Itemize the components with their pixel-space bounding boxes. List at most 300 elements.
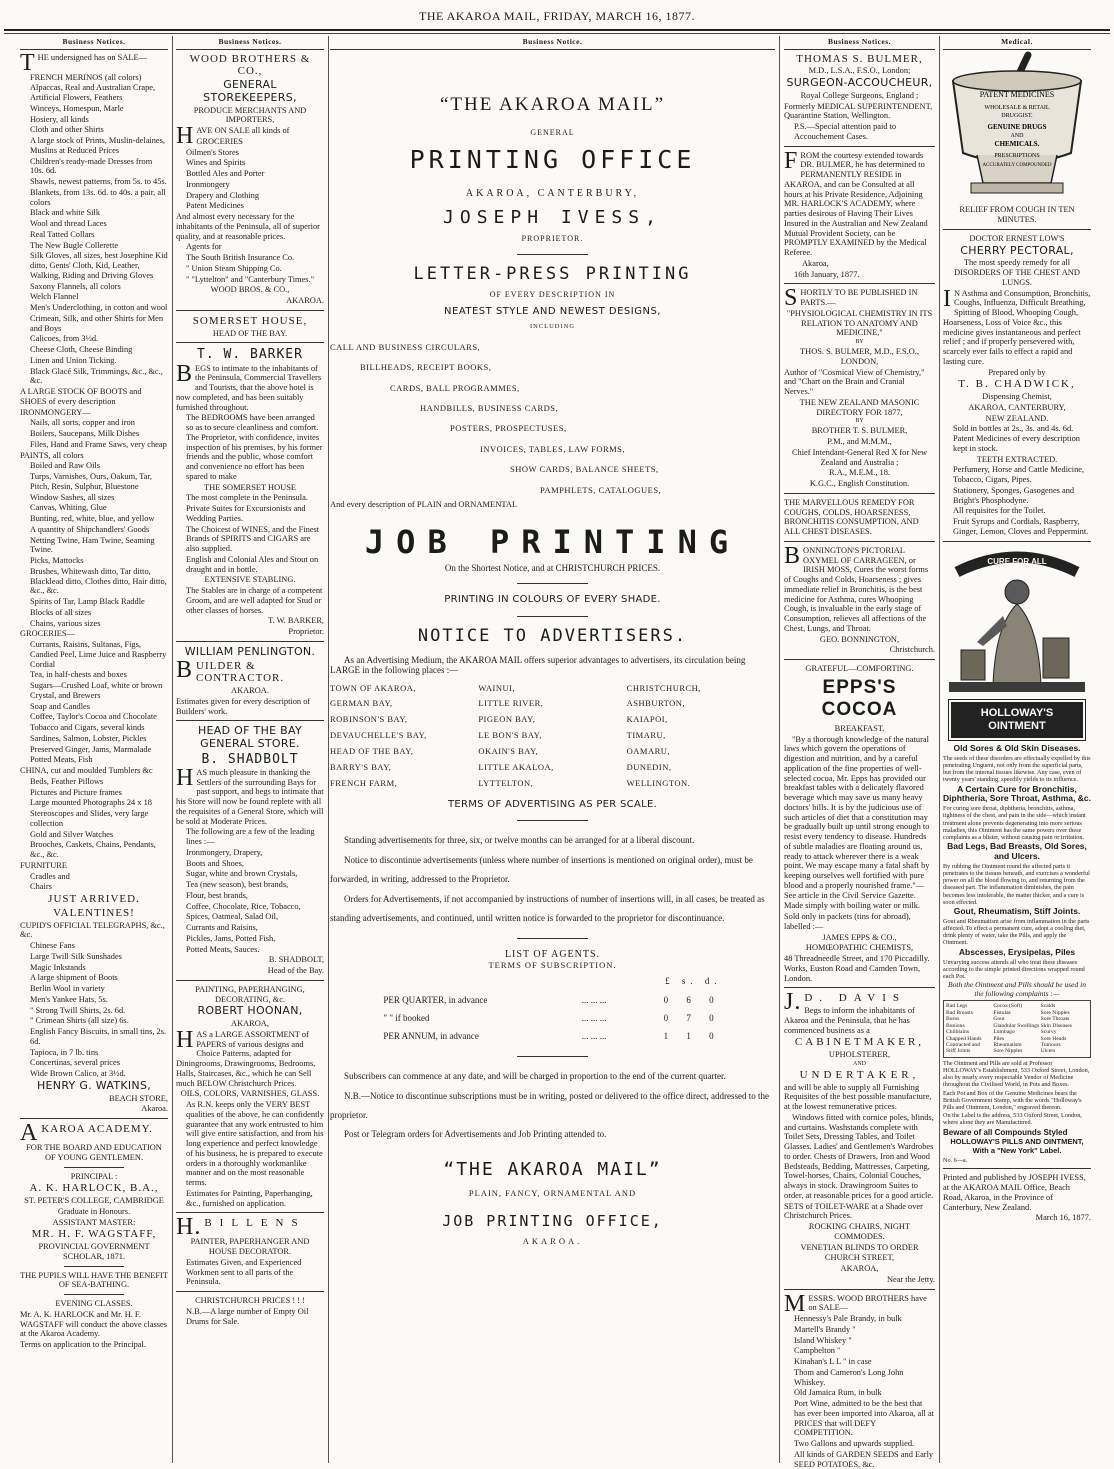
honours: Graduate in Honours. (57, 1206, 131, 1216)
town-name: DUNEDIN, (626, 761, 672, 772)
town-name: LITTLE RIVER, (478, 698, 544, 709)
watkins-place: Akaroa. (141, 1104, 168, 1114)
list-item: FRENCH MERINOS (all colors) (30, 72, 142, 82)
list-item: Turps, Varnishes, Ours, Oakum, Tar, Pitch, Resin, Sulphur, Bluestone (30, 472, 152, 491)
church-street: CHURCH STREET, (824, 1253, 895, 1263)
academy-title: KAROA ACADEMY. (41, 1123, 153, 1136)
advertising-text: As an Advertising Medium, the AKAROA MAIL offers superior advantages to advertisers, its circulation being LARGE in the following places :— (330, 654, 746, 676)
prepared-by: Prepared only by (988, 367, 1046, 377)
list-item: Old Jamaica Rum, in bulk (794, 1388, 882, 1398)
complaint-item: Ulcers (1040, 1048, 1056, 1055)
list-item: Files, Hand and Frame Saws, very cheap (30, 439, 167, 449)
list-of-agents: LIST OF AGENTS. (504, 948, 601, 960)
college: ST. PETER'S COLLEGE, CAMBRIDGE (24, 1196, 164, 1206)
abscesses-text: Unvarying success attends all who treat these diseases according to the simple printed directions wrapped round each Pot. (943, 958, 1085, 980)
subscription-label: PER ANNUM, in advance (383, 1031, 479, 1042)
china-list (20, 777, 168, 860)
list-item: Linen and Union Ticking. (30, 355, 117, 365)
divider (176, 310, 324, 311)
town-name: LE BON'S BAY, (478, 730, 542, 741)
breakfast: BREAKFAST. (834, 723, 885, 733)
drop-cap: T (20, 49, 35, 76)
hoonan-text: AS a LARGE ASSORTMENT of PAPERS of various designs and Choice Patterns, adapted for Diningrooms, Drawingrooms, Bedrooms, Halls, Staircases, &c., which he can Sell much BELOW Christchurch Prices. (176, 1029, 316, 1088)
beware-2: HOLLOWAY'S PILLS AND OINTMENT, (950, 1136, 1084, 1146)
column-4 (784, 36, 935, 1469)
complaint-item: Bad Breasts (946, 1009, 973, 1016)
complaint-item: Fistulas (993, 1009, 1011, 1016)
have-on-sale: AVE ON SALE all kinds of (196, 126, 290, 136)
list-item: Concertinas, several prices (30, 1058, 120, 1068)
bonnington-sign: GEO. BONNINGTON, (819, 634, 900, 644)
surgeon: SURGEON-ACCOUCHEUR, (786, 76, 933, 90)
penlington-place: AKAROA. (231, 686, 269, 696)
akaroa-footer: AKAROA. (522, 1235, 583, 1246)
hygeia-goddess-engraving (943, 546, 1091, 696)
list-item: Large Twill Silk Sunshades (30, 951, 122, 961)
drop-cap: I (943, 285, 951, 312)
hoonan-name: ROBERT HOONAN, (197, 1004, 303, 1018)
terms: Terms on application to the Principal. (20, 1340, 146, 1350)
list-item: Sardines, Salmon, Lobster, Pickles (30, 733, 147, 743)
printing-item: SHOW CARDS, BALANCE SHEETS, (510, 464, 659, 475)
list-item: Tapioca, in 7 lb. tins (30, 1047, 99, 1057)
town-name: TOWN OF AKAROA, (330, 682, 416, 693)
perfumery: Perfumery, Horse and Cattle Medicine, Tobacco, Cigars, Pipes. (953, 465, 1085, 485)
divider (176, 980, 324, 981)
printing-item: CARDS, BALL PROGRAMMES, (390, 382, 520, 393)
beware-3: With a "New York" Label. (972, 1146, 1062, 1156)
wood-sign-place: AKAROA. (286, 296, 324, 306)
list-item: Cloth and other Shirts (30, 125, 104, 135)
subscription-row (383, 1027, 721, 1045)
ironmongery-list (20, 418, 168, 449)
list-item: Flour, best brands, (186, 890, 249, 900)
town-name: ROBINSON'S BAY, (330, 714, 408, 725)
list-item: Kinahan's L L " in case (794, 1357, 872, 1367)
stables-text: The Stables are in charge of a competent Groom, and are well adapted for Stud or other classes of horses. (186, 586, 323, 615)
list-item: The South British Insurance Co. (186, 253, 295, 263)
divider (784, 283, 935, 284)
pupils: THE PUPILS WILL HAVE THE BENEFIT OF SEA-BATHING. (20, 1270, 168, 1290)
divider (517, 583, 588, 584)
complaint-item: Sore Nipples (993, 1048, 1023, 1055)
christchurch-prices: CHRISTCHURCH PRICES ! ! ! (195, 1296, 305, 1306)
paints-list (20, 461, 168, 628)
jar-label-6: CHEMICALS. (994, 139, 1040, 148)
bonnington-text: ONNINGTON'S PICTORIAL OXYMEL OF CARRAGEEN, or IRISH MOSS, Cures the worst forms of Coughs and Colds, Hoarseness ; gives immediate relief in Bronchitis, is the best medicine for Asthma, cures Whooping Cough, is invaluable in the early stage of Consumption, relieves all affections of the Chest, Lungs, and Throat. (784, 545, 929, 633)
complaint-item: Glandular Swellings (993, 1022, 1040, 1029)
marvellous: THE MARVELLOUS REMEDY FOR COUGHS, COLDS, HOARSENESS, BRONCHITIS CONSUMPTION, AND ALL CHEST DISEASES. (784, 497, 919, 537)
column-divider (172, 36, 173, 1463)
footer-date: March 16, 1877. (1035, 1213, 1091, 1223)
list-item: Cradles and (30, 871, 70, 881)
town-name: OKAIN'S BAY, (478, 745, 539, 756)
cupid-line: CUPID'S OFFICIAL TELEGRAPHS, &c., &c. (20, 920, 165, 940)
and-every: And every description of PLAIN and ORNAMENTAL (330, 498, 518, 509)
watkins-store: BEACH STORE, (109, 1093, 168, 1103)
plain-fancy: PLAIN, FANCY, ORNAMENTAL AND (468, 1188, 637, 1199)
town-name: FRENCH FARM, (330, 777, 398, 788)
top-rule (4, 29, 1110, 31)
following: The following are a few of the leading lines :— (186, 827, 315, 847)
printing-office: PRINTING OFFICE (409, 144, 696, 174)
brother: BROTHER T. S. BULMER, (811, 426, 908, 436)
general-label: GENERAL (530, 127, 575, 137)
toilet: All requisites for the Toilet. (953, 506, 1046, 516)
divider (784, 659, 935, 660)
drop-cap: B (784, 542, 801, 569)
printing-colours: PRINTING IN COLOURS OF EVERY SHADE. (444, 594, 661, 606)
gout-text: Gout and Rheumatism arise from inflammation in the parts affected. To effect a permanent cure, adopt a cooling diet, drink plenty of water, take the Pills, and apply the Ointment. (943, 917, 1090, 947)
formerly: Formerly MEDICAL SUPERINTENDENT, Quarantine Station, Wellington. (784, 101, 933, 121)
towns-grid (330, 684, 775, 789)
list-item: Blankets, from 13s. 6d. to 40s. a pair, all colors (30, 187, 166, 207)
subscribers-text: Subscribers can commence at any date, and will be charged in proportion to the end of the current quarter. (344, 1070, 726, 1081)
jar-label-5: AND (1010, 132, 1024, 139)
list-item: Boilers, Saucepans, Milk Dishes (30, 429, 140, 439)
akaroa-2: AKAROA, (840, 1264, 879, 1274)
subscription-row (383, 1009, 721, 1027)
divider (176, 641, 324, 642)
list-item: Campbelton " (794, 1346, 841, 1356)
printing-item: HANDBILLS, BUSINESS CARDS, (420, 403, 559, 413)
messrs-text: ESSRS. WOOD BROTHERS have on SALE— (808, 1293, 927, 1313)
drop-cap: B (176, 360, 193, 387)
relief-cough: RELIEF FROM COUGH IN TEN MINUTES. (959, 205, 1075, 225)
bonnington-place: Christchurch. (889, 645, 935, 655)
principal-name: A. K. HARLOCK, B.A., (29, 1182, 159, 1195)
complaint-item: Contracted and (946, 1041, 981, 1048)
choicest: The Choicest of WINES, and the Finest Brands of SPIRITS and CIGARS are also supplied. (186, 524, 320, 554)
shadbolt-name: B. SHADBOLT (201, 751, 299, 767)
chief: Chief Intendant-General Red X for New Zealand and Australia ; (791, 447, 928, 467)
list-item: Potted Meats, Sauces. (186, 944, 260, 954)
jar-label-8: ACCURATELY COMPOUNDED (982, 162, 1052, 168)
bulmer-name: THOMAS S. BULMER, (796, 52, 923, 65)
cure-for-all: CURE FOR ALL (987, 556, 1047, 566)
column-center (330, 36, 775, 1463)
billens-text: Estimates Given, and Experienced Workmen sent to all parts of the Peninsula. (186, 1257, 302, 1287)
neatest-style: NEATEST STYLE AND NEWEST DESIGNS, (444, 305, 661, 317)
paints-heading: PAINTS, all colors (20, 450, 84, 460)
near-jetty: Near the Jetty. (886, 1274, 935, 1284)
list-item: Shawls, newest patterns, from 5s. to 45s. (30, 177, 167, 187)
list-item: Window Sashes, all sizes (30, 492, 115, 502)
assistant-name: MR. H. F. WAGSTAFF, (31, 1228, 157, 1241)
list-item: Silk Gloves, all sizes, best Josephine Kid ditto, Gents' Cloth, Kid, Leather, Walking, Riding and Driving Gloves (30, 251, 168, 280)
complaint-item: Bad Legs (946, 1003, 968, 1010)
divider (64, 1167, 123, 1168)
list-item: A large shipment of Boots (30, 973, 118, 983)
dispensing: Dispensing Chemist, (982, 392, 1052, 402)
list-item: Chairs (30, 882, 52, 892)
drinks-list (784, 1314, 935, 1469)
column-divider (939, 36, 940, 1463)
divider (784, 493, 935, 494)
divider (517, 938, 588, 939)
terms-subscription: TERMS OF SUBSCRIPTION. (488, 960, 617, 971)
fruit: Fruit Syrups and Cordials, Raspberry, Ginger, Lemon, Cloves and Peppermint. (953, 517, 1089, 536)
barker-name: T. W. BARKER (197, 347, 303, 363)
somerset-sub: HEAD OF THE BAY. (212, 328, 288, 338)
list-item: GROCERIES (196, 136, 243, 146)
list-item: Tea, in half-chests and boxes (30, 670, 127, 680)
list-item: Patent Medicines (186, 201, 244, 211)
physio: "PHYSIOLOGICAL CHEMISTRY IN ITS RELATION TO ANATOMY AND MEDICINE," (786, 308, 933, 338)
private-suites: Private Suites for Excursionists and Wedding Parties. (186, 504, 306, 523)
old-sores-text: The seeds of these disorders are effectually expelled by this penetrating Unguent, not only from the superficial parts, but from the internal tissues likewise. Any case, even of twenty years' standing, speedily yields to its influence. (943, 754, 1091, 784)
complaint-item: Piles (993, 1035, 1005, 1042)
town-name: LITTLE AKALOA, (478, 761, 554, 772)
list-item: Sugar, white and brown Crystals, (186, 869, 298, 879)
jar-label-7: PRESCRIPTIONS (994, 152, 1040, 159)
list-item: Drapery and Clothing (186, 190, 260, 200)
list-item: Currants, Raisins, Sultanas, Figs, Candied Peel, Lime Juice and Raspberry Cordial (30, 640, 167, 669)
town-name: WAINUI, (478, 682, 516, 693)
wood-items (176, 137, 324, 211)
town-name: OAMARU, (626, 745, 671, 756)
evening-classes: EVENING CLASSES. (55, 1299, 133, 1309)
billens-sub: PAINTER, PAPERHANGER AND HOUSE DECORATOR. (190, 1237, 310, 1257)
paint-estimates: Estimates for Painting, Paperhanging, &c., furnished on application. (186, 1188, 313, 1208)
list-item: A quantity of Shipchandlers' Goods (30, 524, 150, 534)
list-item: Children's ready-made Dresses from 10s. 6d. (30, 156, 153, 176)
list-item: Wool and thread Laces (30, 219, 107, 229)
column-heading: Business Notice. (330, 36, 775, 50)
author: THOS. S. BULMER, M.D., F.S.O., LONDON, (800, 347, 919, 366)
list-item: Ironmongery, Drapery, (186, 847, 263, 857)
list-item: Spices, Oatmeal, Salad Oil, (186, 912, 279, 922)
drop-cap: H (176, 1026, 194, 1053)
printing-list (330, 337, 775, 500)
beware: Beware of all Compounds Styled (943, 1127, 1068, 1137)
boots-line: A LARGE STOCK OF BOOTS and SHOES of every description (20, 387, 142, 406)
general-storekeepers: GENERAL STOREKEEPERS, (203, 78, 297, 104)
drop-cap: H (176, 123, 194, 150)
column-divider (328, 36, 329, 1463)
by-label: BY (855, 339, 864, 346)
epps-address: 48 Threadneedle Street, and 170 Piccadilly. Works, Euston Road and Camden Town, London. (784, 954, 930, 983)
complaint-item: Stiff Joints (946, 1048, 971, 1055)
list-item: Black Glacé Silk, Trimmings, &c., &c., &c. (30, 366, 163, 386)
the-somerset: THE SOMERSET HOUSE (204, 482, 296, 492)
shadbolt-text: AS much pleasure in thanking the Settlers of the surrounding Bays for past support, and begs to intimate that his Store will now be found replete with all the requisites of a General Store, which will be sold at Moderate Prices. (176, 767, 324, 826)
list-item: Winceys, Homespun, Marle (30, 103, 124, 113)
proprietor: Proprietor. (288, 627, 324, 637)
divider (517, 616, 588, 617)
english-ales: English and Colonial Ales and Stout on draught and in bottle. (186, 554, 319, 574)
barker-sign: T. W. BARKER, (268, 616, 324, 626)
divider (517, 1056, 588, 1057)
column-heading: Business Notices. (20, 36, 168, 50)
complaint-item: Tumours (1040, 1041, 1061, 1048)
epps-cocoa: EPPS'S COCOA (821, 676, 898, 720)
list-item: Spirits of Tar, Lamp Black Raddle (30, 597, 145, 607)
painting-heading: PAINTING, PAPERHANGING, DECORATING, &c. (195, 984, 305, 1004)
list-item: Bunting, red, white, blue, and yellow (30, 514, 155, 524)
furniture-list (20, 872, 168, 893)
nb-text: N.B.—Notice to discontinue subscriptions must be in writing, posted or delivered to the office direct, addressed to the proprietor. (330, 1090, 769, 1120)
subscription-table (383, 972, 721, 1046)
list-item: Beds, Feather Pillows (30, 776, 104, 786)
and-label: AND (853, 1060, 866, 1067)
divider (517, 820, 588, 821)
notice-number: No. 6—a. (943, 1157, 968, 1165)
drop-cap: M (784, 1290, 806, 1317)
column-heading: Business Notices. (784, 36, 935, 50)
list-item: Ironmongery (186, 179, 230, 189)
list-item: Island Whiskey " (794, 1335, 852, 1345)
list-item: Picks, Mattocks (30, 556, 84, 566)
watkins-name: HENRY G. WATKINS, (36, 1078, 152, 1092)
principal-label: PRINCIPAL : (70, 1171, 118, 1181)
divider (176, 720, 324, 721)
divider (176, 342, 324, 343)
arrivals-list (20, 941, 168, 1079)
akaroa-canterbury: AKAROA, CANTERBURY, (465, 187, 640, 199)
shortest-notice: On the Shortest Notice, and at CHRISTCHURCH PRICES. (444, 562, 661, 573)
complaint-item: Burns (946, 1016, 960, 1023)
drop-cap: J. (784, 989, 802, 1016)
penlington: WILLIAM PENLINGTON. (184, 644, 316, 658)
divider (784, 146, 935, 147)
shadbolt-items (176, 848, 324, 955)
list-item: Coffee, Chocolate, Rice, Tobacco, (186, 901, 301, 911)
royal-college: Royal College Surgeons, England ; (800, 90, 919, 100)
complaint-item: Sore Heads (1040, 1035, 1067, 1042)
list-item: Chinese Fans (30, 941, 75, 951)
subscription-dots: ... ... ... (581, 1012, 607, 1023)
assistant-label: ASSISTANT MASTER: (52, 1217, 136, 1227)
divider (784, 987, 935, 988)
windows-text: Windows fitted with cornice poles, blinds, and curtains. Washstands complete with Toilet Sets, Dressing Tables, and Toilet Glasses. Ladies' and Gentlemen's Wardrobes to order. Chests of Drawers, Iron and Wood Bedsteads, Bedding, Mattresses, Carpeting, Towel-horses, Chairs, Colonial Couches, always in stock. Drawingroom Suites to order, at reasonable prices for a good article. (784, 1112, 934, 1200)
akaroa-canterbury-5: AKAROA, CANTERBURY, (968, 402, 1066, 412)
evening-text: Mr. A. K. HARLOCK and Mr. H. F. WAGSTAFF will conduct the above classes at the Akaroa Academy. (20, 1309, 168, 1339)
drop-cap: H (176, 764, 194, 791)
list-item: Port Wine, admitted to be the best that has ever been imported into Akaroa, all at PRICES that will DEFY COMPETITION. (794, 1399, 934, 1438)
list-item: Boiled and Raw Oils (30, 461, 101, 471)
divider (943, 541, 1091, 542)
china-heading: CHINA, cut and moulded Tumblers &c (20, 766, 153, 776)
stabling: EXTENSIVE STABLING. (204, 575, 296, 585)
list-item: Cheese Cloth, Cheese Binding (30, 345, 133, 355)
list-item: Thom and Cameron's Long John Whiskey. (794, 1367, 904, 1387)
list-item: Boots and Shoes, (186, 858, 244, 868)
list-item: Martell's Brandy " (794, 1324, 856, 1334)
printing-item: POSTERS, PROSPECTUSES, (450, 423, 567, 434)
town-name: CHRISTCHURCH, (626, 682, 701, 693)
discontinue-text: Notice to discontinue advertisements (unless where number of insertions is mentioned on original order), must be forwarded, in writing, addressed to the Proprietor. (330, 855, 753, 884)
toilet-ware: SETS of TOILET-WARE at a Shade over Christchurch Prices. (784, 1201, 923, 1221)
complaint-item: Chapped Hands (946, 1035, 982, 1042)
list-item: Hennessy's Pale Brandy, in bulk (794, 1314, 902, 1324)
subscription-val: 1 1 0 (663, 1031, 722, 1042)
post-text: Post or Telegram orders for Advertisements and Job Printing attended to. (344, 1129, 607, 1140)
list-item: Calicoes, from 3½d. (30, 334, 99, 344)
list-item: Hosiery, all kinds (30, 114, 89, 124)
shadbolt-place: Head of the Bay. (267, 966, 324, 976)
ironmongery-heading: IRONMONGERY— (20, 407, 91, 417)
bad-legs-text: By rubbing the Ointment round the affected parts it penetrates to the tissues beneath, and exercises a wonderful power on all the blood flowing to, and returning from the diseased part. The inflammation diminishes, the pain becomes less intolerable, the matter thicker, and a cure is soon effected. (943, 862, 1090, 906)
sale-intro: HE undersigned has on SALE— (37, 52, 147, 62)
grateful: GRATEFUL—COMFORTING. (805, 664, 914, 674)
list-item: Berlin Wool in variety (30, 984, 105, 994)
head-of-bay-store: HEAD OF THE BAY GENERAL STORE. (197, 724, 303, 751)
list-item: " "Lyttelton" and "Canterbury Times." (186, 274, 315, 284)
list-item: Chains, various sizes (30, 618, 101, 628)
gout: Gout, Rheumatism, Stiff Joints. (953, 906, 1081, 917)
column-1 (20, 36, 168, 1463)
jar-label-4: GENUINE DRUGS (987, 122, 1047, 131)
just-arrived: JUST ARRIVED. (48, 893, 140, 906)
doctor-low: DOCTOR ERNEST LOW'S (969, 233, 1065, 243)
printing-item: BILLHEADS, RECEIPT BOOKS, (360, 362, 492, 373)
cherry-pectoral: CHERRY PECTORAL, (960, 243, 1074, 257)
wood-sign: WOOD BROS. & CO., (210, 285, 290, 295)
town-name: DEVAUCHELLE'S BAY, (330, 730, 427, 741)
divider (784, 541, 935, 542)
bad-legs: Bad Legs, Bad Breasts, Old Sores, and Ulcers. (947, 841, 1087, 862)
jar-label-1: PATENT MEDICINES (979, 89, 1055, 99)
list-item: Large mounted Photographs 24 x 18 (30, 798, 152, 808)
bedrooms-text: The BEDROOMS have been arranged so as to secure cleanliness and comfort. The Proprietor, with confidence, invites inspection of his premises, by his former friends and the public, whose comfort and convenience no effort has been spared to make (186, 413, 323, 481)
ps: P.S.—Special attention paid to Accouchement Cases. (794, 122, 897, 141)
oils-colors: OILS, COLORS, VARNISHES, GLASS. (180, 1089, 320, 1099)
davis-name: D. DAVIS (804, 992, 906, 1005)
rocking-chairs: ROCKING CHAIRS, NIGHT COMMODES. (808, 1222, 911, 1241)
terms-scale: TERMS OF ADVERTISING AS PER SCALE. (447, 798, 658, 810)
proprietor-label: PROPRIETOR. (521, 234, 584, 244)
town-name: ASHBURTON, (626, 698, 686, 709)
sold-bottles: Sold in bottles at 2s., 3s. and 4s. 6d. Patent Medicines of every description kept in stock. (953, 424, 1080, 453)
notice-to-advertisers: NOTICE TO ADVERTISERS. (417, 625, 688, 646)
masthead: THE AKAROA MAIL, FRIDAY, MARCH 16, 1877. (418, 9, 696, 23)
oil-drums: N.B.—A large number of Empty Oil Drums for Sale. (186, 1306, 309, 1326)
list-item: Currants and Raisins, (186, 923, 258, 933)
complaint-item: Scurvy (1040, 1029, 1057, 1036)
stationery: Stationery, Sponges, Gasogenes and Bright's Phosphodyne. (953, 485, 1075, 505)
list-item: " Union Steam Shipping Co. (186, 263, 282, 273)
job-printing: JOB PRINTING (364, 522, 741, 561)
drop-cap: A (20, 1120, 39, 1147)
drop-cap: S (784, 285, 798, 312)
subscription-label: " " if booked (383, 1012, 430, 1023)
list-item: Bottled Ales and Porter (186, 169, 265, 179)
barker-begs: EGS to intimate to the inhabitants of the Peninsula, Commercial Travellers and Tourists, that the above hotel is now completed, and has been suitably furnished throughout. (176, 363, 322, 412)
joseph-ivess: JOSEPH IVESS, (443, 206, 662, 228)
column-5 (943, 36, 1091, 1463)
author-text: Author of "Cosmical View of Chemistry," and "Chart on the Brain and Cranial Nerves." (784, 367, 925, 397)
divider (64, 1266, 123, 1267)
list-item: All kinds of GARDEN SEEDS and Early SEED POTATOES, &c. (794, 1449, 934, 1469)
complaint-item: Chilblains (946, 1029, 969, 1036)
printed-by: Printed and published by JOSEPH IVESS, at the AKAROA MAIL Office, Beach Road, Akaroa, in the Province of Canterbury, New Zealand. (943, 1173, 1086, 1212)
divider (176, 1291, 324, 1292)
jar-label-2: WHOLESALE & RETAIL (984, 104, 1050, 111)
list-item: Blocks of all sizes (30, 607, 92, 617)
list-item: Two Gallons and upwards supplied. (794, 1439, 915, 1449)
bulmer-date: 16th January, 1877. (794, 269, 860, 279)
list-item: Gold and Silver Watches (30, 829, 114, 839)
shadbolt-sign: B. SHADBOLT, (268, 955, 324, 965)
list-item: Crimean, Silk, and other Shirts for Men and Boys (30, 313, 164, 333)
each-pot: Each Pot and Box of the Genuine Medicines bears the British Government Stamp, with the words "Holloway's Pills and Ointment, London," engraved thereon. (943, 1089, 1082, 1111)
list-item: Oilmen's Stores (186, 147, 239, 157)
list-item: Pictures and Picture frames (30, 787, 122, 797)
column-heading: Business Notices. (176, 36, 324, 50)
list-item: " Strong Twill Shirts, 2s. 6d. (30, 1005, 126, 1015)
wood-brothers: WOOD BROTHERS & CO., (189, 52, 311, 78)
